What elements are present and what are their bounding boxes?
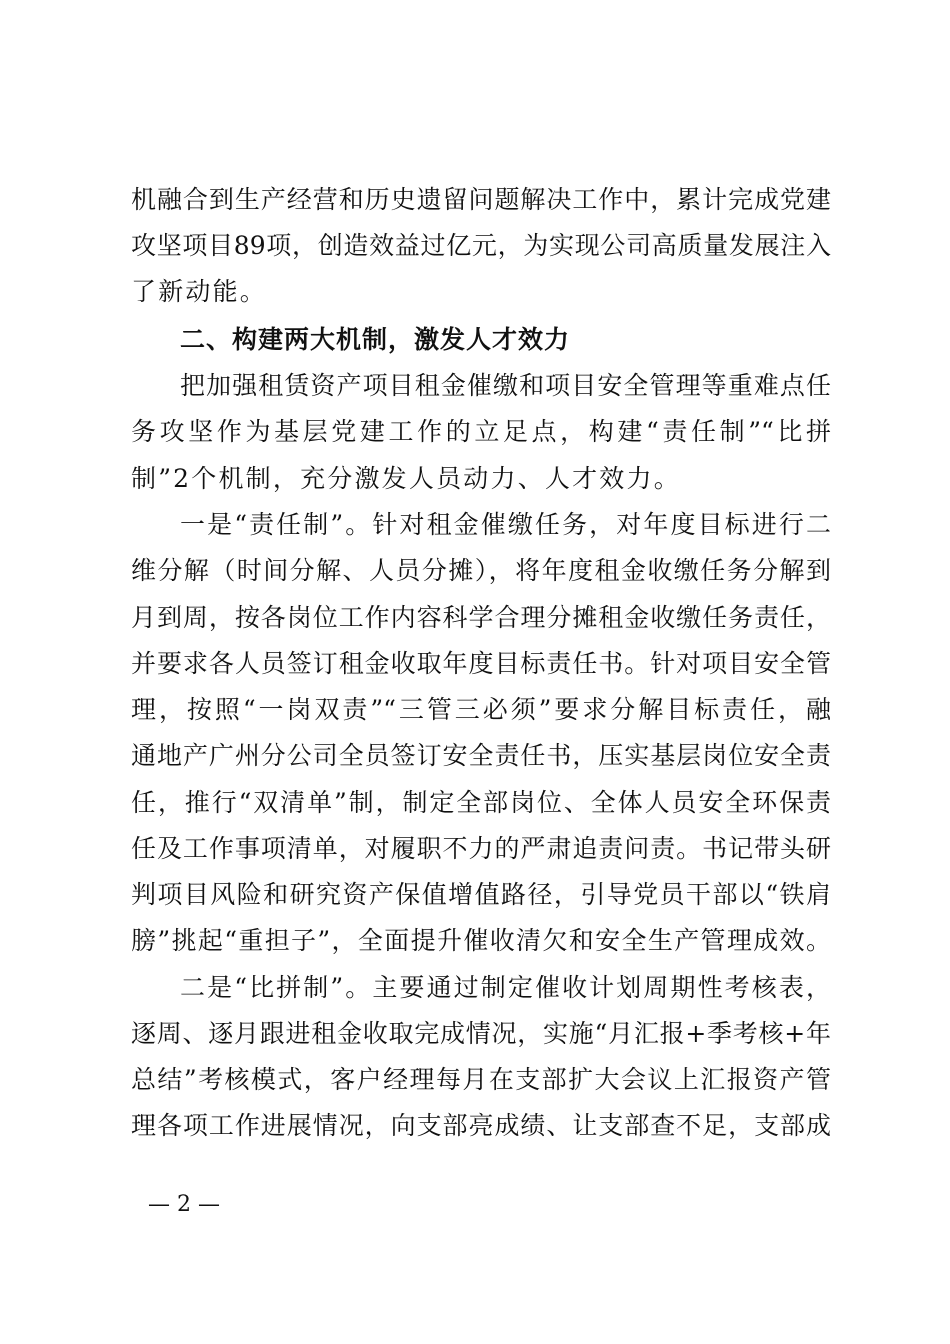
text-line: 判项目风险和研究资产保值增值路径，引导党员干部以“铁肩 (131, 880, 831, 909)
text-line: 月到周，按各岗位工作内容科学合理分摊租金收缴任务责任， (131, 603, 831, 632)
section-heading: 二、构建两大机制，激发人才效力 (180, 325, 571, 354)
text-line: 维分解（时间分解、人员分摊），将年度租金收缴任务分解到 (131, 556, 831, 585)
paragraph-first-line: 把加强租赁资产项目租金催缴和项目安全管理等重难点任 (180, 371, 831, 400)
text-line: 务攻坚作为基层党建工作的立足点，构建“责任制”“比拼 (131, 417, 831, 446)
text-line: 膀”挑起“重担子”，全面提升催收清欠和安全生产管理成效。 (131, 926, 831, 955)
text-line: 总结”考核模式，客户经理每月在支部扩大会议上汇报资产管 (131, 1065, 831, 1094)
paragraph-first-line: 二是“比拼制”。主要通过制定催收计划周期性考核表， (180, 973, 831, 1002)
text-line: 任及工作事项清单，对履职不力的严肃追责问责。书记带头研 (131, 834, 831, 863)
text-line: 理各项工作进展情况，向支部亮成绩、让支部查不足，支部成 (131, 1111, 831, 1140)
paragraph-first-line: 一是“责任制”。针对租金催缴任务，对年度目标进行二 (180, 510, 831, 539)
text-line: 了新动能。 (131, 277, 268, 306)
page-number: — 2 — (148, 1192, 220, 1217)
text-line: 理，按照“一岗双责”“三管三必须”要求分解目标责任，融 (131, 695, 831, 724)
text-line: 制”2个机制，充分激发人员动力、人才效力。 (131, 464, 681, 493)
text-line: 任，推行“双清单”制，制定全部岗位、全体人员安全环保责 (131, 788, 831, 817)
text-line: 机融合到生产经营和历史遗留问题解决工作中，累计完成党建 (131, 185, 831, 214)
text-line: 并要求各人员签订租金收取年度目标责任书。针对项目安全管 (131, 649, 831, 678)
text-line: 逐周、逐月跟进租金收取完成情况，实施“月汇报+季考核+年 (131, 1019, 831, 1048)
text-line: 通地产广州分公司全员签订安全责任书，压实基层岗位安全责 (131, 741, 831, 770)
text-line: 攻坚项目89项，创造效益过亿元，为实现公司高质量发展注入 (131, 231, 831, 260)
